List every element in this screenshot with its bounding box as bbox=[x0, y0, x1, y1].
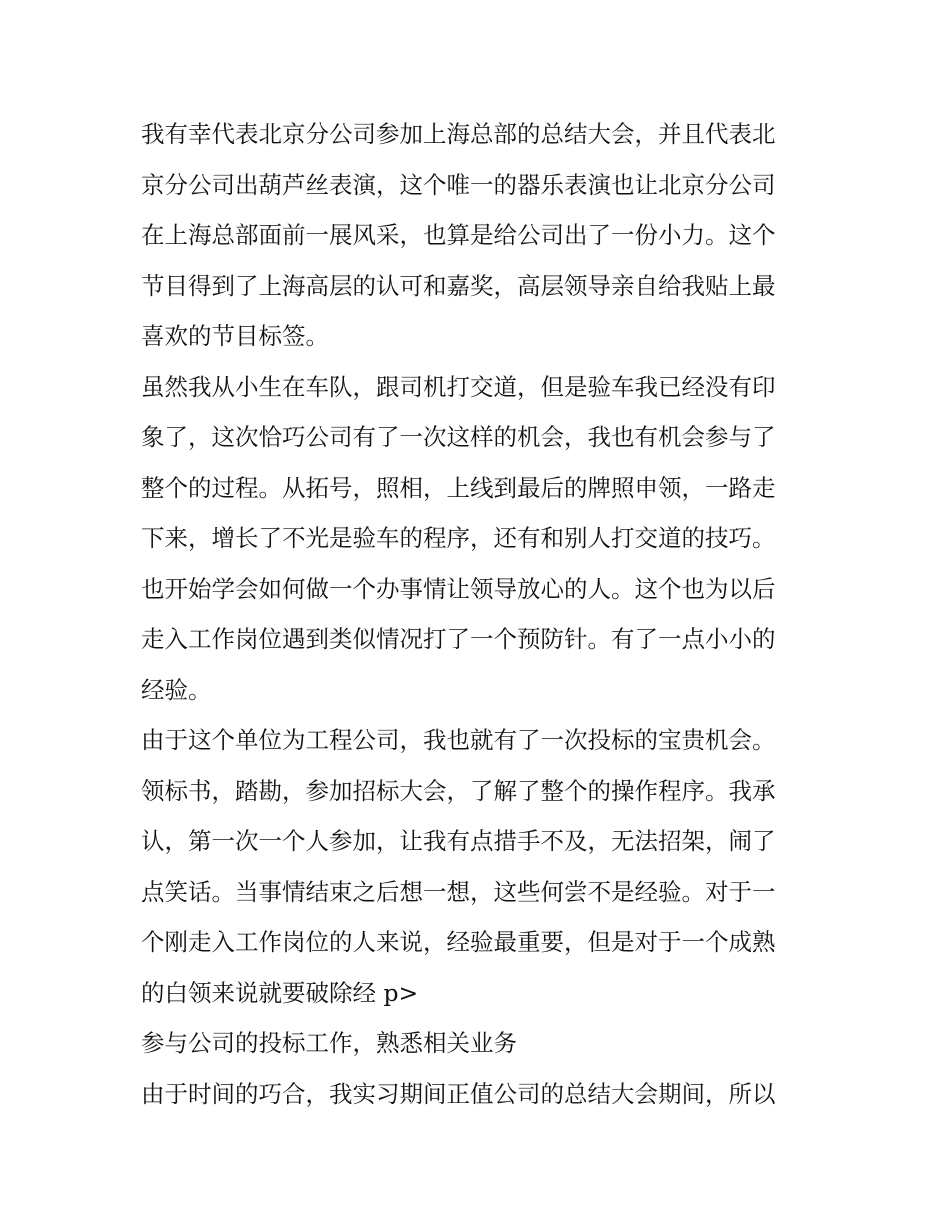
text-line: 象了，这次恰巧公司有了一次这样的机会，我也有机会参与了 bbox=[141, 423, 776, 451]
text-line: 走入工作岗位遇到类似情况打了一个预防针。有了一点小小的 bbox=[141, 625, 776, 653]
text-line: 参与公司的投标工作，熟悉相关业务 bbox=[141, 1029, 517, 1057]
text-line: 节目得到了上海高层的认可和嘉奖，高层领导亲自给我贴上最 bbox=[141, 271, 776, 300]
text-line: 的白领来说就要破除经 p> bbox=[141, 978, 419, 1007]
text-line: 虽然我从小生在车队，跟司机打交道，但是验车我已经没有印 bbox=[141, 372, 776, 401]
text-line: 下来，增长了不光是验车的程序，还有和别人打交道的技巧。 bbox=[141, 524, 776, 552]
text-line: 由于时间的巧合，我实习期间正值公司的总结大会期间，所以 bbox=[141, 1079, 776, 1108]
text-line: 喜欢的节目标签。 bbox=[141, 322, 329, 350]
text-line: 点笑话。当事情结束之后想一想，这些何尝不是经验。对于一 bbox=[141, 877, 776, 906]
text-line: 由于这个单位为工程公司，我也就有了一次投标的宝贵机会。 bbox=[141, 726, 776, 754]
text-line: 在上海总部面前一展风采，也算是给公司出了一份小力。这个 bbox=[141, 221, 776, 249]
text-line: 也开始学会如何做一个办事情让领导放心的人。这个也为以后 bbox=[141, 574, 776, 603]
text-line: 认，第一次一个人参加，让我有点措手不及，无法招架，闹了 bbox=[141, 827, 776, 855]
text-line: 我有幸代表北京分公司参加上海总部的总结大会，并且代表北 bbox=[141, 120, 776, 148]
text-line: 经验。 bbox=[141, 675, 212, 704]
text-line: 京分公司出葫芦丝表演，这个唯一的器乐表演也让北京分公司 bbox=[141, 170, 776, 199]
document-body bbox=[141, 109, 821, 1119]
text-line: 整个的过程。从拓号，照相，上线到最后的牌照申领，一路走 bbox=[141, 473, 776, 502]
text-line: 个刚走入工作岗位的人来说，经验最重要，但是对于一个成熟 bbox=[141, 928, 776, 956]
text-line: 领标书，踏勘，参加招标大会，了解了整个的操作程序。我承 bbox=[141, 776, 776, 805]
